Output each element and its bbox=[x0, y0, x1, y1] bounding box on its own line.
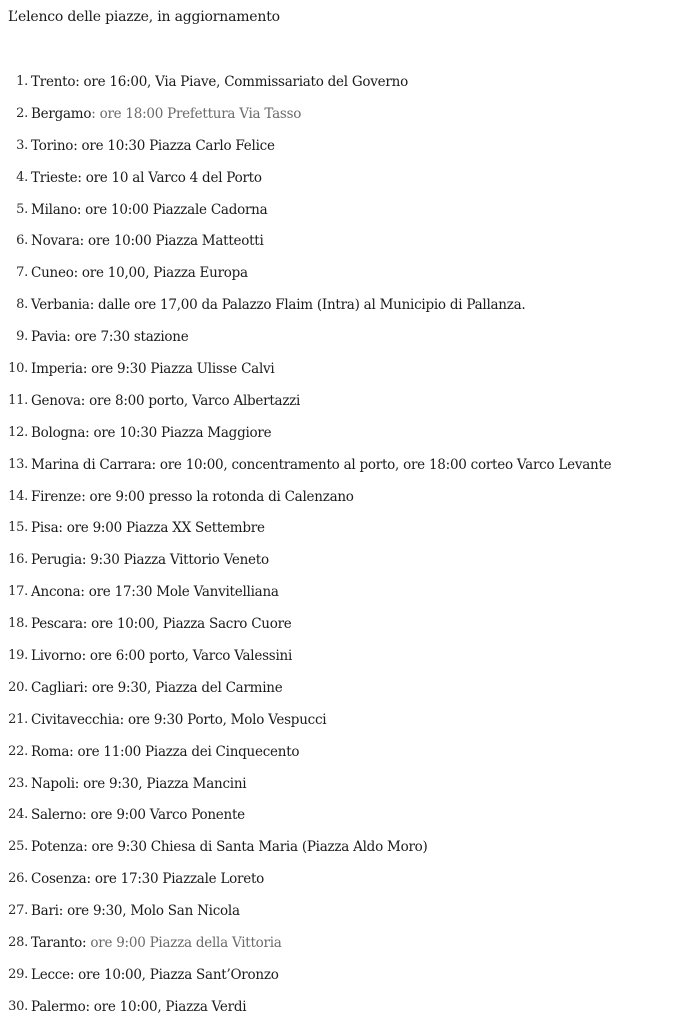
list-item bbox=[0, 550, 611, 582]
list-item bbox=[0, 200, 611, 232]
list-item-text bbox=[28, 742, 299, 762]
list-item-text bbox=[28, 710, 326, 730]
list-item-number: 24. bbox=[8, 807, 28, 823]
list-item-text bbox=[28, 869, 264, 889]
list-item-number: 20. bbox=[8, 679, 28, 695]
list-item-number: 12. bbox=[8, 424, 28, 440]
event-details: : ore 9:30 Piazza Ulisse Calvi bbox=[82, 361, 275, 378]
list-item-number: 29. bbox=[8, 966, 28, 982]
list-item-number: 9. bbox=[16, 329, 28, 345]
list-item-number: 8. bbox=[16, 297, 28, 313]
list-item bbox=[0, 646, 611, 678]
list-item-number: 18. bbox=[8, 616, 28, 632]
city-name: Potenza bbox=[31, 839, 84, 856]
list-item-number: 16. bbox=[8, 552, 28, 568]
piazze-list bbox=[0, 72, 611, 1029]
city-name: Imperia bbox=[31, 361, 83, 378]
list-item bbox=[0, 168, 611, 200]
event-details-light: : ore 18:00 Prefettura Via Tasso bbox=[91, 105, 302, 122]
event-details: : ore 7:30 stazione bbox=[66, 329, 189, 346]
list-item-text bbox=[28, 774, 246, 794]
list-item-number: 1. bbox=[16, 74, 28, 89]
list-item-text bbox=[28, 295, 525, 315]
list-item-number: 6. bbox=[16, 233, 28, 249]
list-item bbox=[0, 263, 611, 295]
list-item-number: 11. bbox=[8, 392, 28, 408]
list-item-number: 5. bbox=[16, 201, 28, 217]
list-item bbox=[0, 678, 611, 710]
list-item-number: 15. bbox=[8, 520, 28, 536]
city-name: Trieste bbox=[31, 169, 78, 186]
list-item bbox=[0, 774, 611, 806]
list-item-text bbox=[28, 455, 611, 475]
event-details: : ore 10:00, Piazza Sacro Cuore bbox=[82, 616, 292, 633]
list-item-number: 27. bbox=[8, 903, 28, 919]
list-item-text bbox=[28, 104, 301, 124]
event-details: : ore 17:30 Piazzale Loreto bbox=[86, 871, 265, 888]
city-name: Firenze bbox=[31, 488, 82, 505]
list-item-text bbox=[28, 487, 354, 507]
list-item-text bbox=[28, 550, 269, 570]
city-name: Salerno bbox=[31, 807, 83, 824]
city-name: Verbania bbox=[31, 297, 90, 314]
list-item-number: 21. bbox=[8, 711, 28, 727]
list-item-number: 14. bbox=[8, 488, 28, 504]
list-item bbox=[0, 136, 611, 168]
list-item-text bbox=[28, 582, 279, 602]
list-item-text bbox=[28, 646, 292, 666]
event-details-light: ore 9:00 Piazza della Vittoria bbox=[90, 935, 282, 952]
event-details: : ore 10:00 Piazza Matteotti bbox=[79, 233, 264, 250]
city-name: Cuneo bbox=[31, 265, 74, 282]
city-name: Lecce bbox=[31, 966, 70, 983]
list-item bbox=[0, 837, 611, 869]
list-item bbox=[0, 295, 611, 327]
event-details: : ore 17:30 Mole Vanvitelliana bbox=[80, 584, 279, 601]
list-item-text bbox=[28, 901, 240, 921]
city-name: Bari bbox=[31, 903, 59, 920]
list-item-number: 10. bbox=[8, 361, 28, 377]
event-details: : ore 10:00, concentramento al porto, ore 18:00 corteo Varco Levante bbox=[151, 456, 612, 473]
list-item-number: 19. bbox=[8, 648, 28, 664]
event-details: : ore 10:30 Piazza Maggiore bbox=[85, 424, 272, 441]
city-name: Cagliari bbox=[31, 679, 84, 696]
list-item bbox=[0, 965, 611, 997]
list-item bbox=[0, 614, 611, 646]
event-details: : ore 9:30, Molo San Nicola bbox=[58, 903, 240, 920]
event-details: : ore 6:00 porto, Varco Valessini bbox=[81, 648, 293, 665]
list-item bbox=[0, 933, 611, 965]
list-item-number: 25. bbox=[8, 839, 28, 855]
event-details: : ore 9:30 Chiesa di Santa Maria (Piazza Aldo Moro) bbox=[83, 839, 428, 856]
event-details: : ore 10:00, Piazza Sant’Oronzo bbox=[69, 966, 279, 983]
city-name: Livorno bbox=[31, 648, 82, 665]
list-item-text bbox=[28, 423, 271, 443]
list-item bbox=[0, 359, 611, 391]
city-name: Taranto bbox=[31, 935, 83, 952]
city-name: Napoli bbox=[31, 775, 75, 792]
list-item-number: 23. bbox=[8, 775, 28, 791]
city-name: Pisa bbox=[31, 520, 59, 537]
list-item-text bbox=[28, 933, 282, 953]
list-item bbox=[0, 901, 611, 933]
event-details: : ore 9:30, Piazza del Carmine bbox=[83, 679, 283, 696]
event-details: : ore 10:30 Piazza Carlo Felice bbox=[73, 137, 275, 154]
event-details: : ore 8:00 porto, Varco Albertazzi bbox=[80, 392, 301, 409]
list-item-text bbox=[28, 72, 408, 92]
list-item-text bbox=[28, 327, 188, 347]
list-item bbox=[0, 104, 611, 136]
city-name: Ancona bbox=[31, 584, 81, 601]
city-name: Perugia bbox=[31, 552, 82, 569]
city-name: Civitavecchia bbox=[31, 711, 120, 728]
city-name: Torino bbox=[31, 137, 74, 154]
list-item bbox=[0, 455, 611, 487]
list-item bbox=[0, 423, 611, 455]
city-name: Trento bbox=[31, 74, 76, 90]
event-details: : ore 10 al Varco 4 del Porto bbox=[77, 169, 262, 186]
list-item bbox=[0, 582, 611, 614]
event-details: : ore 9:30 Porto, Molo Vespucci bbox=[119, 711, 327, 728]
list-item bbox=[0, 231, 611, 263]
list-item bbox=[0, 869, 611, 901]
list-item-text bbox=[28, 678, 282, 698]
event-details: : ore 11:00 Piazza dei Cinquecento bbox=[69, 743, 300, 760]
list-item bbox=[0, 327, 611, 359]
event-details: : ore 9:00 Piazza XX Settembre bbox=[58, 520, 265, 537]
list-item bbox=[0, 391, 611, 423]
event-details: : ore 9:00 Varco Ponente bbox=[82, 807, 245, 824]
list-item-text bbox=[28, 805, 245, 825]
event-details: : ore 9:30, Piazza Mancini bbox=[74, 775, 247, 792]
event-details: : ore 10,00, Piazza Europa bbox=[73, 265, 248, 282]
list-item bbox=[0, 805, 611, 837]
list-item-number: 3. bbox=[16, 137, 28, 153]
page-heading: L’elenco delle piazze, in aggiornamento bbox=[8, 9, 280, 25]
event-details: : ore 9:00 presso la rotonda di Calenzano bbox=[81, 488, 354, 505]
city-name: Milano bbox=[31, 201, 77, 218]
city-name: Palermo bbox=[31, 998, 86, 1015]
list-item-text bbox=[28, 997, 246, 1017]
list-item-text bbox=[28, 200, 267, 220]
city-name: Bergamo bbox=[31, 105, 92, 122]
city-name: Cosenza bbox=[31, 871, 87, 888]
event-details: : ore 10:00, Piazza Verdi bbox=[85, 998, 247, 1015]
list-item-number: 17. bbox=[8, 584, 28, 600]
event-details: : dalle ore 17,00 da Palazzo Flaim (Intra) al Municipio di Pallanza. bbox=[89, 297, 526, 314]
event-details: : bbox=[82, 935, 91, 952]
city-name: Marina di Carrara bbox=[31, 456, 152, 473]
list-item-text bbox=[28, 136, 275, 156]
event-details: : 9:30 Piazza Vittorio Veneto bbox=[81, 552, 269, 569]
list-item-number: 2. bbox=[16, 105, 28, 121]
list-item-text bbox=[28, 231, 264, 251]
list-item-text bbox=[28, 614, 292, 634]
list-item bbox=[0, 487, 611, 519]
city-name: Bologna bbox=[31, 424, 86, 441]
event-details: : ore 10:00 Piazzale Cadorna bbox=[76, 201, 268, 218]
list-item-number: 13. bbox=[8, 456, 28, 472]
list-item bbox=[0, 72, 611, 104]
list-item-number: 4. bbox=[16, 169, 28, 185]
list-item-text bbox=[28, 391, 300, 411]
list-item-text bbox=[28, 965, 279, 985]
list-item-text bbox=[28, 263, 248, 283]
city-name: Roma bbox=[31, 743, 70, 760]
list-item-text bbox=[28, 359, 274, 379]
list-item-number: 30. bbox=[8, 998, 28, 1014]
event-details: : ore 16:00, Via Piave, Commissariato del Governo bbox=[75, 74, 408, 90]
list-item-number: 28. bbox=[8, 935, 28, 951]
list-item-number: 22. bbox=[8, 743, 28, 759]
list-item-text bbox=[28, 168, 262, 188]
city-name: Novara bbox=[31, 233, 80, 250]
list-item-number: 7. bbox=[16, 265, 28, 281]
list-item bbox=[0, 742, 611, 774]
list-item-text bbox=[28, 518, 265, 538]
list-item-text bbox=[28, 837, 428, 857]
city-name: Genova bbox=[31, 392, 81, 409]
list-item bbox=[0, 710, 611, 742]
list-item-number: 26. bbox=[8, 871, 28, 887]
list-item bbox=[0, 518, 611, 550]
city-name: Pavia bbox=[31, 329, 67, 346]
city-name: Pescara bbox=[31, 616, 83, 633]
